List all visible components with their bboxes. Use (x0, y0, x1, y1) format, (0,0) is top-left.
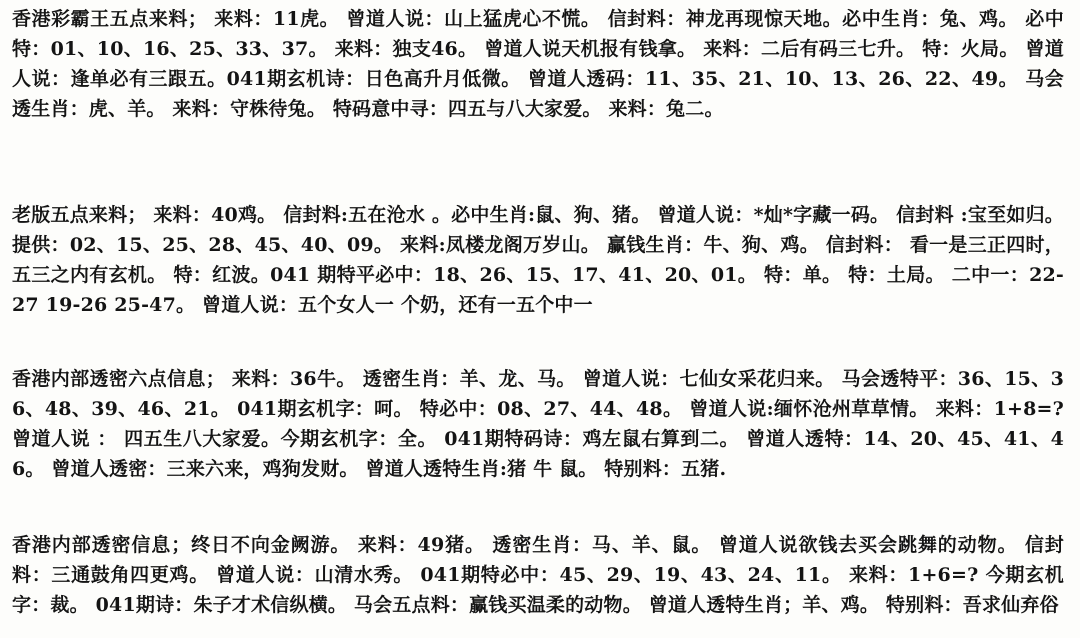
paragraph-hk-five-point-info: 香港彩霸王五点来料； 来料：11虎。 曾道人说：山上猛虎心不慌。 信封料：神龙再现惊天地。必中生肖：兔、鸡。 必中特：01、10、16、25、33、37。 来料：独支46。 曾道人说天机报有钱拿。 来料：二后有码三七升。 特：火局。 曾道人说：逢单必有三跟五。041期玄机诗：日色高升月低微。 曾道人透码：11、35、21、10、13、26、22、49。 马会透生肖：虎、羊。 来料：守株待兔。 特码意中寻：四五与八大家爱。 来料：兔二。 (12, 8, 1064, 120)
paragraph-hk-internal-info: 香港内部透密信息；终日不向金阙游。 来料：49猪。 透密生肖：马、羊、鼠。 曾道人说欲钱去买会跳舞的动物。 信封料：三通鼓角四更鸡。 曾道人说：山清水秀。 041期特必中：45、29、19、43、24、11。 来料：1+6=? 今期玄机字：裁。 041期诗：朱子才术信纵横。 马会五点料：赢钱买温柔的动物。 曾道人透特生肖；羊、鸡。 特别料：吾求仙弃俗 (12, 534, 1064, 616)
paragraph-hk-internal-six-point-info: 香港内部透密六点信息； 来料：36牛。 透密生肖：羊、龙、马。 曾道人说：七仙女采花归来。 马会透特平：36、15、36、48、39、46、21。 041期玄机字：呵。 特必中：08、27、44、48。 曾道人说:缅怀沧州草草情。 来料：1+8=? 曾道人说 ： 四五生八大家爱。今期玄机字：全。 041期特码诗：鸡左鼠右算到二。 曾道人透特：14、20、45、41、46。 曾道人透密：三来六来，鸡狗发财。 曾道人透特生肖:猪 牛 鼠。 特别料：五猪. (12, 368, 1064, 480)
paragraph-old-edition-five-point-info: 老版五点来料； 来料：40鸡。 信封料:五在沧水 。必中生肖:鼠、狗、猪。 曾道人说：*灿*字藏一码。 信封料 :宝至如归。 提供：02、15、25、28、45、40、09。 来料:凤楼龙阁万岁山。 赢钱生肖：牛、狗、鸡。 信封料： 看一是三正四时，五三之内有玄机。 特：红波。041 期特平必中：18、26、15、17、41、20、01。 特：单。 特：土局。 二中一：22-27 19-26 25-47。 曾道人说：五个女人一 个奶，还有一五个中一 (12, 204, 1064, 316)
